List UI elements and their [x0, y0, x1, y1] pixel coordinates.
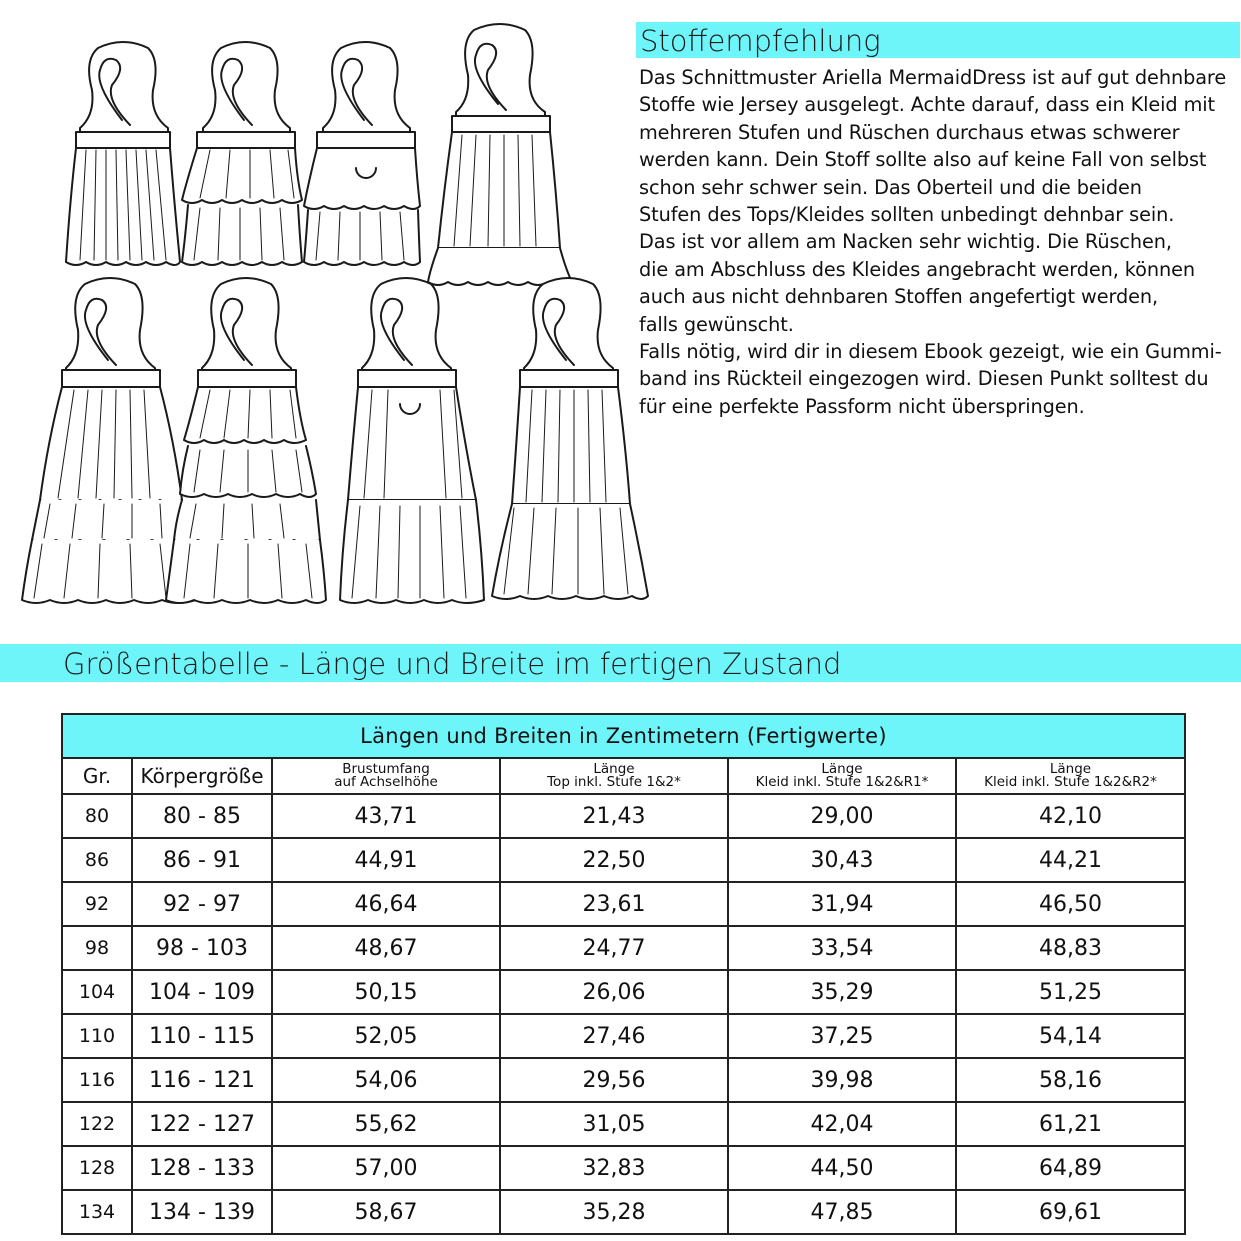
cell-koerpergroesse: 80 - 85 [132, 794, 272, 838]
top-variant-4-drawing [428, 24, 572, 285]
dress-variant-4-drawing [492, 278, 648, 599]
top-variant-2-drawing [182, 42, 302, 265]
header-laenge-top-line1: Länge [593, 761, 635, 777]
cell-laenge-kleid-r1: 47,85 [728, 1190, 956, 1234]
cell-brustumfang: 57,00 [272, 1146, 500, 1190]
cell-laenge-kleid-r1: 31,94 [728, 882, 956, 926]
header-laenge-top-line2: Top inkl. Stufe 1&2* [547, 774, 681, 790]
fabric-text-line: die am Abschluss des Kleides angebracht werden, können [639, 257, 1196, 281]
cell-laenge-kleid-r1: 33,54 [728, 926, 956, 970]
header-laenge-kleid-r1 [728, 758, 956, 794]
cell-gr: 80 [62, 794, 132, 838]
fabric-text-line: Stoffe wie Jersey ausgelegt. Achte darauf, dass ein Kleid mit [639, 93, 1215, 117]
table-row [62, 838, 1185, 882]
cell-gr: 134 [62, 1190, 132, 1234]
size-table [61, 713, 1186, 1235]
cell-laenge-kleid-r1: 30,43 [728, 838, 956, 882]
cell-brustumfang: 58,67 [272, 1190, 500, 1234]
fabric-text-line: auch aus nicht dehnbaren Stoffen angefertigt werden, [639, 285, 1159, 309]
table-row [62, 1014, 1185, 1058]
cell-laenge-top: 29,56 [500, 1058, 728, 1102]
cell-laenge-kleid-r2: 48,83 [956, 926, 1185, 970]
table-row [62, 882, 1185, 926]
cell-laenge-kleid-r1: 37,25 [728, 1014, 956, 1058]
cell-laenge-top: 24,77 [500, 926, 728, 970]
cell-gr: 104 [62, 970, 132, 1014]
fabric-text-line: werden kann. Dein Stoff sollte also auf keine Fall von selbst [639, 148, 1207, 172]
cell-laenge-top: 27,46 [500, 1014, 728, 1058]
cell-laenge-top: 32,83 [500, 1146, 728, 1190]
fabric-text-line: Falls nötig, wird dir in diesem Ebook gezeigt, wie ein Gummi- [639, 340, 1222, 364]
cell-koerpergroesse: 110 - 115 [132, 1014, 272, 1058]
cell-laenge-kleid-r2: 42,10 [956, 794, 1185, 838]
header-koerpergroesse: Körpergröße [132, 758, 272, 794]
cell-koerpergroesse: 92 - 97 [132, 882, 272, 926]
cell-laenge-kleid-r2: 64,89 [956, 1146, 1185, 1190]
cell-brustumfang: 48,67 [272, 926, 500, 970]
fabric-text-line: für eine perfekte Passform nicht überspringen. [639, 394, 1085, 418]
cell-laenge-top: 31,05 [500, 1102, 728, 1146]
cell-laenge-kleid-r2: 54,14 [956, 1014, 1185, 1058]
header-brustumfang [272, 758, 500, 794]
header-laenge-kleid-r1-line2: Kleid inkl. Stufe 1&2&R1* [755, 774, 929, 790]
fabric-text-line: mehreren Stufen und Rüschen durchaus etwas schwerer [639, 120, 1180, 144]
cell-koerpergroesse: 134 - 139 [132, 1190, 272, 1234]
cell-gr: 98 [62, 926, 132, 970]
cell-laenge-kleid-r1: 35,29 [728, 970, 956, 1014]
cell-gr: 92 [62, 882, 132, 926]
fabric-recommendation-text [639, 64, 1239, 420]
cell-laenge-kleid-r2: 44,21 [956, 838, 1185, 882]
cell-laenge-kleid-r1: 44,50 [728, 1146, 956, 1190]
top-variant-3-drawing [304, 42, 420, 265]
table-row [62, 1102, 1185, 1146]
cell-koerpergroesse: 104 - 109 [132, 970, 272, 1014]
cell-laenge-kleid-r2: 46,50 [956, 882, 1185, 926]
table-row [62, 926, 1185, 970]
fabric-text-line: Das ist vor allem am Nacken sehr wichtig. Die Rüschen, [639, 230, 1172, 254]
dress-variant-1-drawing [22, 278, 196, 603]
cell-laenge-top: 35,28 [500, 1190, 728, 1234]
header-laenge-kleid-r2-line2: Kleid inkl. Stufe 1&2&R2* [984, 774, 1157, 790]
cell-brustumfang: 43,71 [272, 794, 500, 838]
header-gr: Gr. [62, 758, 132, 794]
header-laenge-top [500, 758, 728, 794]
table-row [62, 1190, 1185, 1234]
cell-koerpergroesse: 128 - 133 [132, 1146, 272, 1190]
cell-laenge-kleid-r1: 29,00 [728, 794, 956, 838]
cell-gr: 86 [62, 838, 132, 882]
cell-koerpergroesse: 98 - 103 [132, 926, 272, 970]
cell-laenge-kleid-r2: 61,21 [956, 1102, 1185, 1146]
cell-gr: 122 [62, 1102, 132, 1146]
cell-koerpergroesse: 116 - 121 [132, 1058, 272, 1102]
fabric-text-line: Das Schnittmuster Ariella MermaidDress ist auf gut dehnbare [639, 66, 1227, 89]
cell-laenge-top: 26,06 [500, 970, 728, 1014]
header-brustumfang-line2: auf Achselhöhe [334, 774, 438, 790]
table-row [62, 970, 1185, 1014]
cell-laenge-kleid-r2: 51,25 [956, 970, 1185, 1014]
cell-laenge-kleid-r1: 39,98 [728, 1058, 956, 1102]
cell-brustumfang: 55,62 [272, 1102, 500, 1146]
fabric-text-line: schon sehr schwer sein. Das Oberteil und die beiden [639, 175, 1142, 199]
dress-variant-3-drawing [340, 278, 484, 603]
cell-brustumfang: 46,64 [272, 882, 500, 926]
cell-brustumfang: 54,06 [272, 1058, 500, 1102]
cell-brustumfang: 44,91 [272, 838, 500, 882]
size-chart-title: Größentabelle - Länge und Breite im fertigen Zustand [0, 644, 1241, 682]
cell-laenge-top: 23,61 [500, 882, 728, 926]
cell-gr: 116 [62, 1058, 132, 1102]
table-row [62, 1146, 1185, 1190]
fabric-text-line: band ins Rückteil eingezogen wird. Diesen Punkt solltest du [639, 367, 1209, 391]
fabric-recommendation-title: Stoffempfehlung [636, 22, 1240, 58]
fabric-text-line: falls gewünscht. [639, 312, 794, 336]
garment-illustrations [0, 0, 660, 610]
top-variant-1-drawing [66, 42, 180, 265]
cell-gr: 128 [62, 1146, 132, 1190]
cell-laenge-top: 22,50 [500, 838, 728, 882]
header-laenge-kleid-r1-line1: Länge [821, 761, 863, 777]
cell-laenge-kleid-r2: 58,16 [956, 1058, 1185, 1102]
table-header-row [62, 758, 1185, 794]
table-caption: Längen und Breiten in Zentimetern (Fertigwerte) [62, 714, 1185, 758]
cell-koerpergroesse: 122 - 127 [132, 1102, 272, 1146]
table-row [62, 794, 1185, 838]
cell-laenge-kleid-r1: 42,04 [728, 1102, 956, 1146]
cell-laenge-kleid-r2: 69,61 [956, 1190, 1185, 1234]
cell-koerpergroesse: 86 - 91 [132, 838, 272, 882]
header-laenge-kleid-r2 [956, 758, 1185, 794]
cell-laenge-top: 21,43 [500, 794, 728, 838]
header-laenge-kleid-r2-line1: Länge [1049, 761, 1092, 777]
cell-brustumfang: 52,05 [272, 1014, 500, 1058]
dress-variant-2-drawing [166, 278, 326, 603]
fabric-text-line: Stufen des Tops/Kleides sollten unbedingt dehnbar sein. [639, 203, 1175, 227]
cell-gr: 110 [62, 1014, 132, 1058]
table-row [62, 1058, 1185, 1102]
header-brustumfang-line1: Brustumfang [342, 761, 430, 777]
cell-brustumfang: 50,15 [272, 970, 500, 1014]
